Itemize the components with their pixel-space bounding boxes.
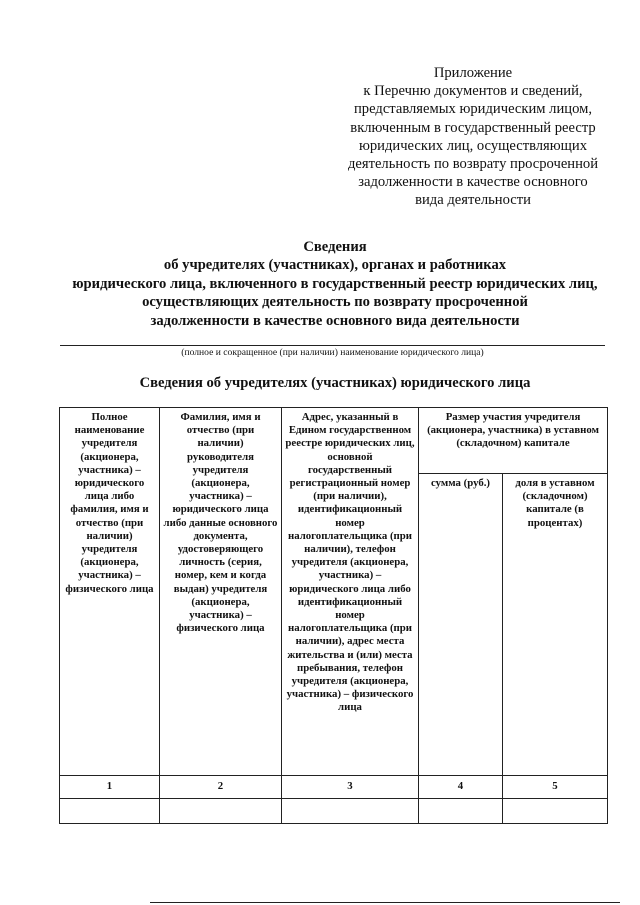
column-number-row	[60, 776, 608, 799]
table-row	[60, 799, 608, 824]
header-address: Адрес, указанный в Едином государственном реестре юридических лиц, основной государственный регистрационный номер (при наличии), идентификационный номер налогоплательщика (при наличии), телефон учредителя (акционера, участника) – юридического лица либо идентификационный номер налогоплательщика (при наличии), адрес места жительства и (или) места пребывания, телефон учредителя (акционера, участника) – физического лица	[282, 408, 419, 776]
table-cell[interactable]	[503, 799, 608, 824]
table-cell[interactable]	[419, 799, 503, 824]
header-participation-size: Размер участия учредителя (акционера, участника) в уставном (складочном) капитале	[419, 408, 608, 474]
column-number: 4	[419, 776, 503, 799]
title-line: задолженности в качестве основного вида деятельности	[150, 312, 520, 329]
page-bottom-line	[150, 902, 620, 903]
appendix-line: к Перечню документов и сведений,	[363, 83, 583, 100]
organization-name-line	[60, 345, 605, 346]
appendix-line: вида деятельности	[415, 192, 531, 209]
section-title: Сведения об учредителях (участниках) юридического лица	[139, 375, 531, 391]
organization-name-caption: (полное и сокращенное (при наличии) наименование юридического лица)	[181, 347, 484, 358]
table-cell[interactable]	[282, 799, 419, 824]
title-line: юридического лица, включенного в государственный реестр юридических лиц,	[72, 275, 598, 292]
appendix-line: юридических лиц, осуществляющих	[358, 137, 588, 154]
column-number: 3	[282, 776, 419, 799]
table-cell[interactable]	[60, 799, 160, 824]
appendix-line: представляемых юридическим лицом,	[354, 101, 592, 118]
column-number: 2	[160, 776, 282, 799]
table-cell[interactable]	[160, 799, 282, 824]
appendix-line: Приложение	[433, 65, 513, 81]
founders-table	[59, 407, 608, 824]
column-number: 1	[60, 776, 160, 799]
document-title	[40, 238, 630, 330]
appendix-note	[330, 64, 616, 210]
header-manager-name: Фамилия, имя и отчество (при наличии) руководителя учредителя (акционера, участника) – юридического лица либо данные основного документа, удостоверяющего личность (серия, номер, кем и когда выдан) учредителя (акционера, участника) – физического лица	[160, 408, 282, 776]
header-founder-name: Полное наименование учредителя (акционера, участника) – юридического лица либо фамилия, имя и отчество (при наличии) учредителя (акционера, участника) – физического лица	[60, 408, 160, 776]
header-row	[60, 408, 608, 474]
title-line: осуществляющих деятельность по возврату просроченной	[142, 294, 528, 311]
appendix-line: задолженности в качестве основного	[358, 174, 588, 191]
appendix-line: включенным в государственный реестр	[350, 119, 596, 136]
appendix-line: деятельность по возврату просроченной	[347, 156, 599, 173]
column-number: 5	[503, 776, 608, 799]
title-line: Сведения	[303, 239, 367, 255]
header-share: доля в уставном (складочном) капитале (в процентах)	[503, 474, 608, 776]
header-amount: сумма (руб.)	[419, 474, 503, 776]
title-line: об учредителях (участниках), органах и работниках	[163, 257, 507, 274]
